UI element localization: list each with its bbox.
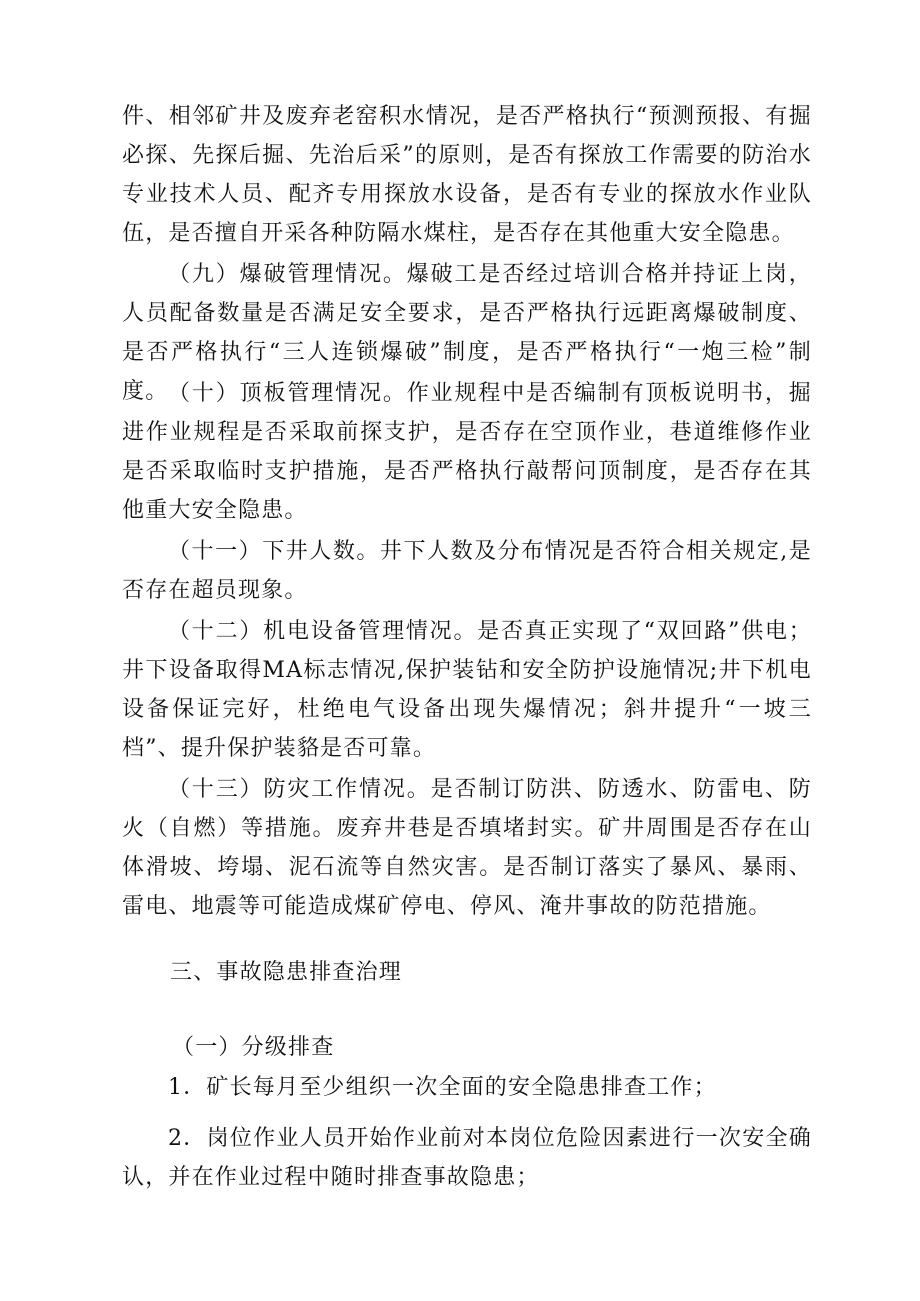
paragraph-roof-management: （十）顶板管理情况。作业规程中是否编制有顶板说明书，掘进作业规程是否采取前探支护，是否存在空顶作业，巷道维修作业是否采取临时支护措施，是否严格执行敲帮问顶制度，是否存在其他重大安全隐患。 <box>122 381 812 523</box>
paragraph-disaster-prevention: （十三）防灾工作情况。是否制订防洪、防透水、防雷电、防火（自燃）等措施。废弃井巷是否填堵封实。矿井周围是否存在山体滑坡、垮塌、泥石流等自然灾害。是否制订落实了暴风、暴雨、雷电、地震等可能造成煤矿停电、停风、淹井事故的防范措施。 <box>122 777 812 919</box>
list-item: 2．岗位作业人员开始作业前对本岗位危险因素进行一次安全确认，并在作业过程中随时排查事故隐患； <box>122 1126 812 1190</box>
section-heading: 三、事故隐患排查治理 <box>170 960 403 985</box>
sub-heading: （一）分级排查 <box>172 1035 335 1060</box>
paragraph-electromechanical-equipment: （十二）机电设备管理情况。是否真正实现了“双回路”供电；井下设备取得MA标志情况,保护装钻和安全防护设施情况;井下机电设备保证完好，杜绝电气设备出现失爆情况；斜井提升“一坡三档”、提升保护装貉是否可靠。 <box>122 619 812 761</box>
paragraph-blasting-management: （九）爆破管理情况。爆破工是否经过培训合格并持证上岗，人员配备数量是否满足安全要求，是否严格执行远距离爆破制度、是否严格执行“三人连锁爆破”制度，是否严格执行“一炮三检”制度。 <box>122 262 812 404</box>
paragraph-water-inspection: 件、相邻矿井及废弃老窑积水情况，是否严格执行“预测预报、有掘必探、先探后掘、先治后采”的原则，是否有探放工作需要的防治水专业技术人员、配齐专用探放水设备，是否有专业的探放水作业队伍，是否擅自开采各种防隔水煤柱，是否存在其他重大安全隐患。 <box>122 104 812 246</box>
paragraph-underground-personnel: （十一）下井人数。井下人数及分布情况是否符合相关规定,是否存在超员现象。 <box>122 539 812 603</box>
list-item: 1．矿长每月至少组织一次全面的安全隐患排查工作； <box>168 1075 717 1100</box>
